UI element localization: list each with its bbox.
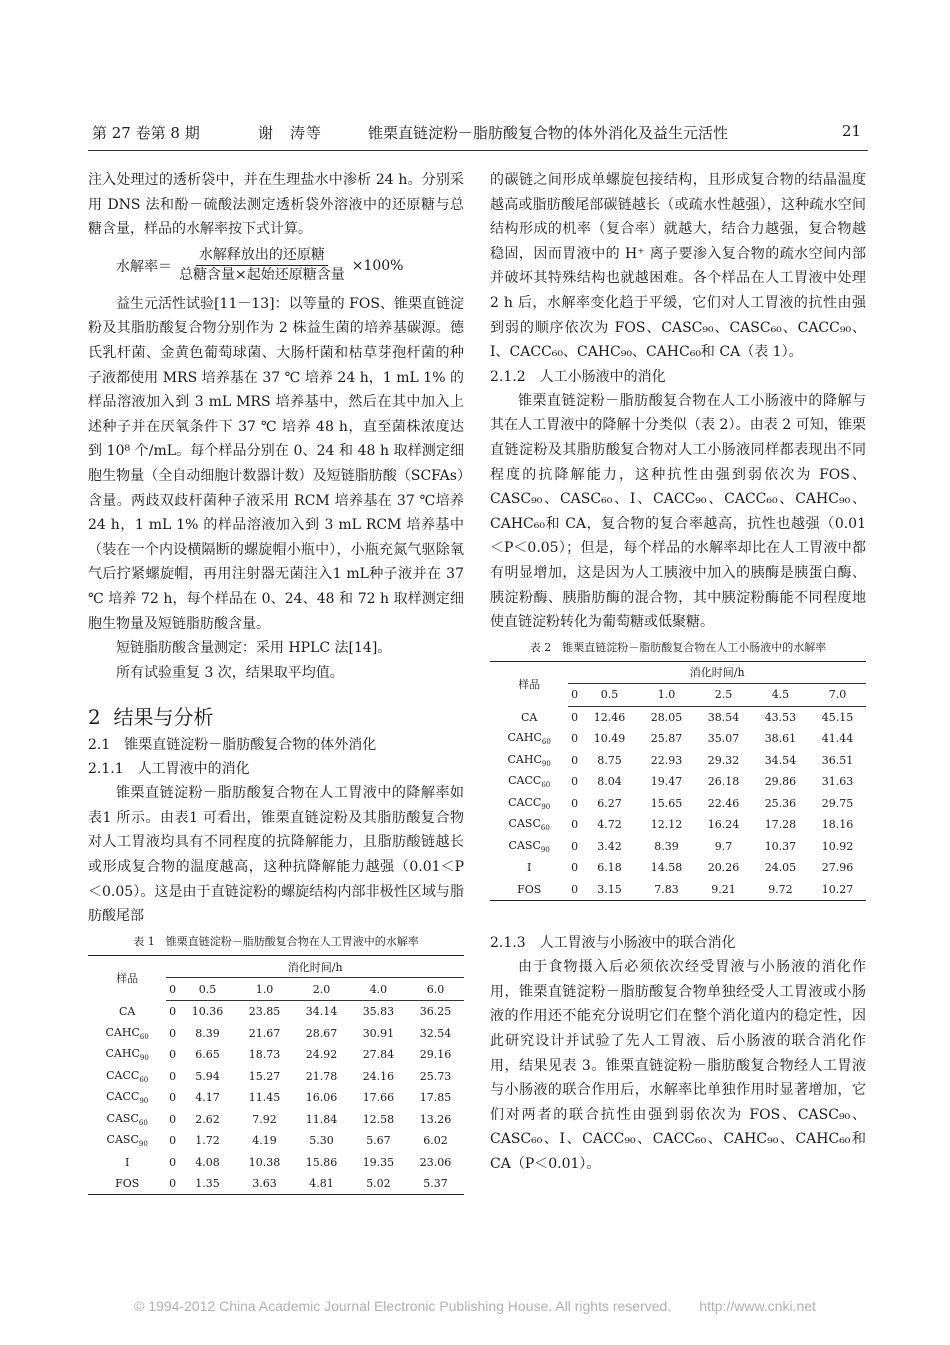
sample-label: CA (520, 710, 538, 724)
sample-label: CACC (508, 795, 542, 809)
time-column-header: 7.0 (809, 684, 866, 707)
sample-name (88, 1022, 166, 1044)
section-number: 2 (88, 705, 101, 730)
formula-denominator: 总糖含量×起始还原糖含量 (179, 267, 345, 284)
table-cell: 4.72 (597, 818, 622, 832)
table-cell: 0 (166, 1173, 179, 1195)
table-row (490, 793, 866, 815)
table-cell: 12.46 (593, 710, 626, 724)
table-cell: 18.73 (248, 1048, 281, 1062)
table-cell: 3.63 (236, 1173, 293, 1195)
subsection-title: 人工胃液中的消化 (137, 761, 250, 778)
time-header: 消化时间/h (166, 955, 464, 978)
table-cell: 5.67 (366, 1134, 391, 1148)
table-cell: 5.30 (309, 1134, 334, 1148)
table-row (88, 1044, 464, 1066)
table-cell: 17.85 (419, 1091, 452, 1105)
table-cell: 25.73 (419, 1069, 452, 1083)
table-row (490, 857, 866, 879)
table-cell: 29.32 (707, 753, 740, 767)
table-cell: 8.39 (195, 1026, 220, 1040)
table-cell: 27.96 (821, 861, 854, 875)
table-row (490, 836, 866, 858)
table-cell: 45.15 (821, 710, 854, 724)
sample-label: FOS (115, 1177, 140, 1191)
paragraph: 注入处理过的透析袋中，并在生理盐水中渗析 24 h。分别采用 DNS 法和酚－硫酸法测定透析袋外溶液中的还原糖与总糖含量，样品的水解率按下式计算。 (88, 172, 464, 238)
running-title: 锥栗直链淀粉－脂肪酸复合物的体外消化及益生元活性 (368, 124, 729, 142)
subsection-number: 2.1.2 (490, 368, 526, 385)
table-cell: 36.25 (419, 1005, 452, 1019)
sample-label: Ⅰ (124, 1155, 130, 1169)
table-cell: 32.54 (419, 1026, 452, 1040)
time-column-header: 0 (568, 684, 581, 707)
table-cell: 21.78 (305, 1069, 338, 1083)
formula-fraction (176, 246, 348, 285)
sample-subscript: 90 (540, 846, 550, 855)
page-number: 21 (842, 122, 862, 140)
sample-name (88, 1130, 166, 1152)
sample-subscript: 60 (139, 1075, 149, 1084)
table-cell: 0 (571, 861, 579, 875)
subsection-number: 2.1.3 (490, 935, 526, 952)
table-row (88, 1087, 464, 1109)
table-cell: 30.91 (362, 1026, 395, 1040)
table-cell: 35.83 (362, 1005, 395, 1019)
table1-caption: 表 1 锥栗直链淀粉－脂肪酸复合物在人工胃液中的水解率 (133, 934, 419, 948)
sample-subscript: 90 (541, 760, 551, 769)
subsection-title: 锥栗直链淀粉－脂肪酸复合物的体外消化 (124, 737, 377, 754)
table-cell: 10.38 (248, 1155, 281, 1169)
formula-rhs: ×100% (351, 257, 404, 274)
section-heading (88, 703, 464, 731)
table-row (490, 750, 866, 772)
table-cell: 17.66 (362, 1091, 395, 1105)
table-cell: 16.24 (707, 818, 740, 832)
sample-label: CASC (106, 1111, 139, 1125)
table-cell: 24.16 (362, 1069, 395, 1083)
sample-name (490, 771, 568, 793)
sample-name (490, 728, 568, 750)
table-cell: 15.86 (305, 1155, 338, 1169)
hydrolysis-formula (116, 244, 464, 288)
table-cell: 29.75 (821, 796, 854, 810)
table-cell: 43.53 (764, 710, 797, 724)
table-row (88, 1130, 464, 1152)
section-title: 结果与分析 (113, 705, 214, 730)
table-cell: 6.18 (597, 861, 622, 875)
sample-label: CACC (508, 774, 542, 788)
table-cell: 38.54 (707, 710, 740, 724)
table-cell: 5.37 (407, 1173, 464, 1195)
table-cell: 27.84 (362, 1048, 395, 1062)
sample-label: CACC (106, 1090, 140, 1103)
table-cell: 29.16 (419, 1048, 452, 1062)
sample-subscript: 90 (541, 803, 551, 812)
sample-name (490, 750, 568, 772)
table-row (490, 879, 866, 901)
table-cell: 4.81 (293, 1173, 350, 1195)
table-cell: 0 (169, 1026, 177, 1040)
table-cell: 0 (169, 1091, 177, 1105)
table-cell: 20.26 (707, 861, 740, 875)
table1 (88, 955, 464, 1196)
table-cell: 0 (169, 1069, 177, 1083)
table-cell: 9.21 (695, 879, 752, 901)
table-cell: 0 (169, 1134, 177, 1148)
sample-label: CAHC (105, 1047, 140, 1060)
table-cell: 23.85 (248, 1005, 281, 1019)
table-cell: 0 (571, 710, 579, 724)
sample-subscript: 60 (541, 738, 551, 747)
subsection-number: 2.1 (88, 737, 111, 754)
paragraph: 的碳链之间形成单螺旋包接结构，且形成复合物的结晶温度越高或脂肪酸尾部碳链越长（或疏水性越强），这种疏水空间结构形成的机率（复合率）就越大，结合力越强，复合物越稳固，因而胃液中的 H⁺ 离子要渗入复合物的疏水空间内部并破坏其特殊结构也就越困难。各个样品在人工胃液中处理 2 h 后，水解率变化趋于平缓，它们对人工胃液的抗性由强到弱的顺序依次为 FOS、CASC₉₀、CASC₆₀、CACC₉₀、Ⅰ、CACC₆₀、CAHC₉₀、CAHC₆₀和 CA（表 1）。 (490, 172, 866, 361)
table-cell: 3.42 (597, 839, 622, 853)
time-column-header: 0.5 (581, 684, 638, 707)
table-cell: 25.36 (764, 796, 797, 810)
table-cell: 0 (169, 1112, 177, 1126)
sample-label: CAHC (507, 752, 542, 766)
subsection-number: 2.1.1 (88, 761, 124, 778)
running-authors: 谢 涛等 (258, 124, 323, 142)
sample-label: CA (118, 1004, 136, 1018)
subsection-title: 人工胃液与小肠液中的联合消化 (539, 935, 736, 952)
table-cell: 38.61 (764, 732, 797, 746)
table-cell: 4.19 (252, 1134, 277, 1148)
table-cell: 17.28 (764, 818, 797, 832)
journal-issue: 第 27 卷第 8 期 (92, 124, 200, 142)
table-cell: 22.93 (650, 753, 683, 767)
table-row (490, 771, 866, 793)
table-row (88, 1151, 464, 1173)
sample-name (88, 1173, 166, 1195)
table-cell: 0 (571, 732, 579, 746)
table-cell: 24.92 (305, 1048, 338, 1062)
table-cell: 8.39 (654, 839, 679, 853)
sample-subscript: 90 (139, 1054, 149, 1063)
table-cell: 2.62 (195, 1112, 220, 1126)
table-cell: 6.27 (597, 796, 622, 810)
time-header: 消化时间/h (568, 661, 866, 684)
formula-lhs: 水解率＝ (116, 258, 172, 275)
table-cell: 31.63 (821, 775, 854, 789)
subsection-heading (88, 757, 464, 781)
subsection-title: 人工小肠液中的消化 (539, 368, 666, 385)
table-cell: 24.05 (764, 861, 797, 875)
table-cell: 0 (568, 879, 581, 901)
paragraph: 所有试验重复 3 次，结果取平均值。 (116, 664, 344, 681)
subsection-heading (490, 365, 866, 389)
table-cell: 0 (169, 1048, 177, 1062)
table-cell: 1.72 (195, 1134, 220, 1148)
table-cell: 26.18 (707, 775, 740, 789)
table-cell: 25.87 (650, 732, 683, 746)
table-row (88, 1000, 464, 1022)
header-rule (88, 150, 868, 151)
table-cell: 21.67 (248, 1026, 281, 1040)
sample-label: CAHC (507, 731, 542, 745)
table-cell: 41.44 (821, 732, 854, 746)
table-cell: 10.92 (821, 839, 854, 853)
sample-subscript: 90 (138, 1140, 148, 1149)
table-cell: 0 (169, 1155, 177, 1169)
table-row (88, 1108, 464, 1130)
paragraph: 锥栗直链淀粉－脂肪酸复合物在人工胃液中的降解率如表1 所示。由表1 可看出，锥栗直链淀粉及其脂肪酸复合物对人工胃液均具有不同程度的抗降解能力，且脂肪酸链越长或形成复合物的温度越高，这种抗降解能力越强（0.01＜P＜0.05）。这是由于直链淀粉的螺旋结构内部非极性区域与脂肪酸尾部 (88, 785, 464, 925)
copyright-footer: © 1994-2012 China Academic Journal Electronic Publishing House. All rights reserved. http://www.cnki.net (134, 1298, 816, 1314)
right-column (490, 168, 866, 1177)
table-cell: 12.12 (650, 818, 683, 832)
time-column-header: 0 (166, 978, 179, 1001)
sample-label: CASC (508, 817, 541, 831)
table-cell: 0 (571, 818, 579, 832)
table-cell: 0 (571, 775, 579, 789)
subsection-heading (88, 733, 464, 757)
table-cell: 19.47 (650, 775, 683, 789)
time-column-header: 1.0 (236, 978, 293, 1001)
left-column (88, 168, 464, 1195)
table-cell: 0 (571, 796, 579, 810)
table-row (88, 1065, 464, 1087)
sample-label: Ⅰ (526, 861, 532, 875)
sample-label: CACC (106, 1068, 140, 1082)
table-cell: 28.67 (305, 1026, 338, 1040)
sample-subscript: 60 (139, 1032, 149, 1041)
table-cell: 11.84 (305, 1112, 338, 1126)
table-cell: 23.06 (419, 1155, 452, 1169)
sample-subscript: 60 (138, 1118, 148, 1127)
paragraph: 锥栗直链淀粉－脂肪酸复合物在人工小肠液中的降解与其在人工胃液中的降解十分类似（表 2）。由表 2 可知，锥栗直链淀粉及其脂肪酸复合物对人工小肠液同样都表现出不同程度的抗降解能力，这种抗性由强到弱依次为 FOS、CASC₉₀、CASC₆₀、Ⅰ、CACC₉₀、CACC₆₀、CAHC₉₀、CAHC₆₀和 CA，复合物的复合率越高，抗性也越强（0.01＜P＜0.05）；但是，每个样品的水解率却比在人工胃液中都有明显增加，这是因为人工胰液中加入的胰酶是胰蛋白酶、胰淀粉酶、胰脂肪酶的混合物，其中胰淀粉酶能不同程度地使直链淀粉转化为葡萄糖或低聚糖。 (490, 392, 866, 631)
table-cell: 10.37 (764, 839, 797, 853)
sample-name (490, 793, 568, 815)
time-column-header: 2.5 (695, 684, 752, 707)
table-cell: 29.86 (764, 775, 797, 789)
table-cell: 4.08 (195, 1155, 220, 1169)
sample-header: 样品 (88, 955, 166, 1000)
time-column-header: 0.5 (179, 978, 236, 1001)
table-cell: 14.58 (650, 861, 683, 875)
sample-name (490, 814, 568, 836)
table-cell: 36.51 (821, 753, 854, 767)
table-cell: 1.35 (179, 1173, 236, 1195)
table-row (88, 1022, 464, 1044)
table-cell: 10.49 (593, 732, 626, 746)
sample-name (490, 706, 568, 728)
sample-label: CASC (508, 838, 541, 852)
sample-header: 样品 (490, 661, 568, 706)
sample-label: CASC (106, 1133, 139, 1146)
table-cell: 0 (571, 753, 579, 767)
table-cell: 7.83 (638, 879, 695, 901)
time-column-header: 4.0 (350, 978, 407, 1001)
table-cell: 0 (169, 1005, 177, 1019)
sample-name (88, 1065, 166, 1087)
table-cell: 9.72 (752, 879, 809, 901)
table-cell: 35.07 (707, 732, 740, 746)
table-cell: 28.05 (650, 710, 683, 724)
paragraph: 短链脂肪酸含量测定：采用 HPLC 法[14]。 (116, 640, 392, 657)
sample-name (88, 1044, 166, 1066)
sample-label: CAHC (105, 1025, 140, 1039)
sample-subscript: 60 (540, 824, 550, 833)
table2 (490, 661, 866, 902)
table-row (490, 814, 866, 836)
sample-name (490, 879, 568, 901)
table-cell: 3.15 (581, 879, 638, 901)
table-cell: 18.16 (821, 818, 854, 832)
sample-label: FOS (517, 882, 542, 896)
table-cell: 5.94 (195, 1069, 220, 1083)
table-cell: 7.92 (252, 1112, 277, 1126)
table-cell: 8.75 (597, 753, 622, 767)
time-column-header: 1.0 (638, 684, 695, 707)
table-cell: 10.27 (809, 879, 866, 901)
table-row (490, 728, 866, 750)
sample-name (88, 1000, 166, 1022)
subsection-heading (490, 931, 866, 955)
table-cell: 6.65 (195, 1048, 220, 1062)
table-cell: 10.36 (191, 1005, 224, 1019)
table-cell: 13.26 (419, 1112, 452, 1126)
table-cell: 6.02 (423, 1134, 448, 1148)
table-cell: 15.27 (248, 1069, 281, 1083)
table-cell: 16.06 (305, 1091, 338, 1105)
sample-name (88, 1087, 166, 1109)
sample-subscript: 60 (541, 781, 551, 790)
table-cell: 8.04 (597, 775, 622, 789)
paragraph: 由于食物摄入后必须依次经受胃液与小肠液的消化作用，锥栗直链淀粉－脂肪酸复合物单独经受人工胃液或小肠液的作用还不能充分说明它们在整个消化道内的稳定性，因此研究设计并试验了先人工胃液、后小肠液的联合消化作用，结果见表 3。锥栗直链淀粉－脂肪酸复合物经人工胃液与小肠液的联合作用后，水解率比单独作用时显著增加，它们对两者的联合抗性由强到弱依次为 FOS、CASC₉₀、CASC₆₀、Ⅰ、CACC₉₀、CACC₆₀、CAHC₉₀、CAHC₆₀和 CA（P＜0.01）。 (490, 959, 866, 1172)
time-column-header: 6.0 (407, 978, 464, 1001)
time-column-header: 4.5 (752, 684, 809, 707)
table-cell: 12.58 (362, 1112, 395, 1126)
table-cell: 11.45 (248, 1091, 281, 1105)
paragraph: 益生元活性试验[11－13]：以等量的 FOS、锥栗直链淀粉及其脂肪酸复合物分别作为 2 株益生菌的培养基碳源。德氏乳杆菌、金黄色葡萄球菌、大肠杆菌和枯草芽孢杆菌的种子液都使用 MRS 培养基在 37 ℃ 培养 24 h，1 mL 1% 的样品溶液加入到 3 mL MRS 培养基中，然后在其中加入上述种子并在厌氧条件下 37 ℃ 培养 48 h，直至菌株浓度达到 10⁸ 个/mL。每个样品分别在 0、24 和 48 h 取样测定细胞生物量（全自动细胞计数器计数）及短链脂肪酸（SCFAs）含量。两歧双歧杆菌种子液采用 RCM 培养基在 37 ℃培养 24 h，1 mL 1% 的样品溶液加入到 3 mL RCM 培养基中（装在一个内设横隔断的螺旋帽小瓶中），小瓶充氮气驱除氧气后拧紧螺旋帽，再用注射器无菌注入1 mL种子液并在 37 ℃ 培养 72 h，每个样品在 0、24、48 和 72 h 取样测定细胞生物量及短链脂肪酸含量。 (88, 295, 464, 632)
table-cell: 19.35 (362, 1155, 395, 1169)
table-cell: 34.14 (305, 1005, 338, 1019)
sample-subscript: 90 (139, 1097, 149, 1106)
table-cell: 15.65 (650, 796, 683, 810)
table-cell: 4.17 (195, 1091, 220, 1105)
table-cell: 22.46 (707, 796, 740, 810)
table-cell: 34.54 (764, 753, 797, 767)
table-cell: 9.7 (714, 839, 733, 853)
table2-caption: 表 2 锥栗直链淀粉－脂肪酸复合物在人工小肠液中的水解率 (529, 640, 827, 654)
table-cell: 0 (571, 839, 579, 853)
sample-name (88, 1151, 166, 1173)
table-row (88, 1173, 464, 1195)
table-row (490, 706, 866, 728)
time-column-header: 2.0 (293, 978, 350, 1001)
sample-name (490, 836, 568, 858)
table-cell: 5.02 (350, 1173, 407, 1195)
sample-name (88, 1108, 166, 1130)
sample-name (490, 857, 568, 879)
formula-numerator: 水解释放出的还原糖 (196, 246, 328, 266)
